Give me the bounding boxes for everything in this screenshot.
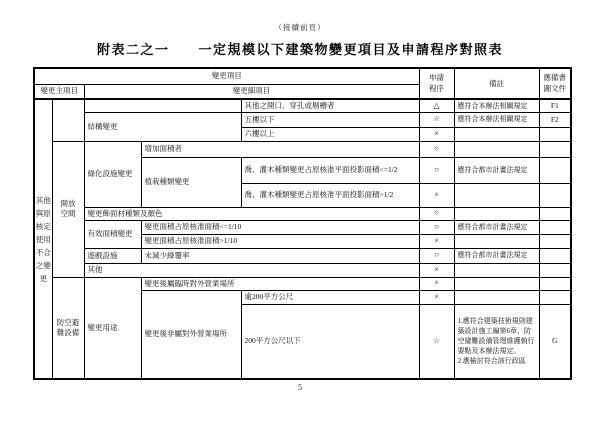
header-documents <box>539 68 571 99</box>
cell-detail-area-gt: 變更面積占原核准面積>1/10 <box>141 234 419 248</box>
table-row <box>34 207 571 220</box>
cell-procedure-circle: ○ <box>419 157 454 183</box>
header-remarks: 備註 <box>454 68 539 99</box>
cell-doc-empty <box>539 290 571 304</box>
table-row <box>34 141 571 157</box>
cell-main-continued-empty <box>52 99 84 141</box>
header-documents-label: 應備書圖文件 <box>543 73 567 93</box>
header-main-item: 變更主項目 <box>34 84 84 99</box>
cell-remark-empty <box>454 127 539 141</box>
cell-remark-urban: 應符合都市計畫法規定 <box>454 248 539 263</box>
shelter-note-item-2: 2.應檢討符合該行政區 <box>457 357 526 366</box>
cell-doc-empty <box>539 183 571 207</box>
cell-sub-facade: 變更飾面材種類及顏色 <box>84 207 419 220</box>
cell-detail-add-area: 增加面積者 <box>141 141 419 157</box>
cell-remark-empty <box>454 290 539 304</box>
shelter-note-item-1: 1.應符合建築技術規則建築設計施工編第6章、防空避難設備管理維護執行要點及本辦法規定。 <box>457 316 535 356</box>
cell-remark-law: 應符合本辦法相關規定 <box>454 112 539 127</box>
cell-detail-five-below: 五樓以下 <box>241 112 419 127</box>
cell-doc-empty <box>539 141 571 157</box>
cell-procedure-star: ☆ <box>419 304 454 379</box>
table-row <box>34 99 571 112</box>
cell-remark-empty <box>454 183 539 207</box>
cell-sub-greening: 綠化設施變更 <box>84 141 141 207</box>
cell-procedure-x: × <box>419 290 454 304</box>
change-items-table <box>33 67 572 380</box>
cell-procedure-x: × <box>419 277 454 290</box>
cell-doc-f1: F1 <box>539 99 571 112</box>
cell-doc-empty <box>539 263 571 277</box>
cell-remark-law: 應符合本辦法相關規定 <box>454 99 539 112</box>
cell-detail-six-above: 六樓以上 <box>241 127 419 141</box>
cell-remark-empty <box>454 141 539 157</box>
cell-detail-under200: 200平方公尺以下 <box>241 304 419 379</box>
cell-remark-empty <box>454 263 539 277</box>
cell-procedure-triangle: △ <box>419 99 454 112</box>
cell-sub-continued-empty <box>84 99 241 112</box>
cell-detail-area-le: 變更面積占原核准面積<=1/10 <box>141 220 419 234</box>
continuation-note: （接續前頁） <box>274 23 326 32</box>
cell-remark-empty <box>454 277 539 290</box>
header-change-items: 變更項目 <box>34 68 419 84</box>
cell-procedure-x: × <box>419 263 454 277</box>
page-title: 附表二之一 一定規模以下建築物變更項目及申請程序對照表 <box>96 42 503 57</box>
cell-remark-urban: 應符合都市計畫法規定 <box>454 220 539 234</box>
cell-sub-other: 其他 <box>84 263 419 277</box>
header-procedure <box>419 68 454 99</box>
cell-procedure-circle: ○ <box>419 220 454 234</box>
cell-detail-over200: 逾200平方公尺 <box>241 290 419 304</box>
cell-doc-empty <box>539 207 571 220</box>
table-row <box>34 263 571 277</box>
cell-doc-empty <box>539 277 571 290</box>
cell-main-other-nonconforming: 其他與原核定使用不合之變更 <box>34 99 52 379</box>
page-number: 5 <box>298 383 302 392</box>
cell-remark-empty <box>454 207 539 220</box>
cell-doc-empty <box>539 220 571 234</box>
cell-detail-temp-business: 變更後屬臨時對外營業場所 <box>141 277 419 290</box>
cell-procedure-x: × <box>419 234 454 248</box>
cell-doc-empty <box>539 248 571 263</box>
cell-procedure-circle: ○ <box>419 248 454 263</box>
cell-doc-g: G <box>539 304 571 379</box>
cell-sub-non-business: 變更後非屬對外營業場所 <box>141 290 241 379</box>
cell-remark-urban: 應符合都市計畫法規定 <box>454 157 539 183</box>
cell-doc-f2: F2 <box>539 112 571 127</box>
header-row-1 <box>34 68 571 84</box>
table-row <box>34 277 571 290</box>
table-row <box>34 248 571 263</box>
cell-sub-usage: 變更用途 <box>84 277 141 379</box>
header-procedure-label: 申請程序 <box>429 73 445 93</box>
cell-remark-shelter-note <box>454 304 539 379</box>
cell-detail-tree-gt: 喬、灌木種類變更占原核准平面投影面積>1/2 <box>241 183 419 207</box>
table-row <box>34 220 571 234</box>
cell-procedure-circle: ○ <box>419 141 454 157</box>
cell-procedure-x: × <box>419 183 454 207</box>
cell-sub-effective-area: 有效面積變更 <box>84 220 141 248</box>
cell-detail-green-cover: 未減少綠覆率 <box>141 248 419 263</box>
header-detail-item: 變更細項目 <box>84 84 419 99</box>
cell-doc-empty <box>539 157 571 183</box>
cell-doc-empty <box>539 127 571 141</box>
cell-remark-empty <box>454 234 539 248</box>
cell-main-open-space: 開放空間 <box>52 141 84 277</box>
cell-procedure-star: ☆ <box>419 112 454 127</box>
table-row <box>34 112 571 127</box>
cell-sub-planting: 植栽種類變更 <box>141 157 241 207</box>
cell-detail-openings: 其他之開口、穿孔或剔槽者 <box>241 99 419 112</box>
cell-detail-tree-le: 喬、灌木種類變更占原核准平面投影面積<=1/2 <box>241 157 419 183</box>
cell-procedure-circle: ○ <box>419 207 454 220</box>
cell-doc-empty <box>539 234 571 248</box>
cell-sub-play: 遊戲設施 <box>84 248 141 263</box>
cell-procedure-x: × <box>419 127 454 141</box>
cell-sub-structure: 結構變更 <box>84 112 241 141</box>
cell-main-air-raid-shelter: 防空避難設備 <box>52 277 84 379</box>
